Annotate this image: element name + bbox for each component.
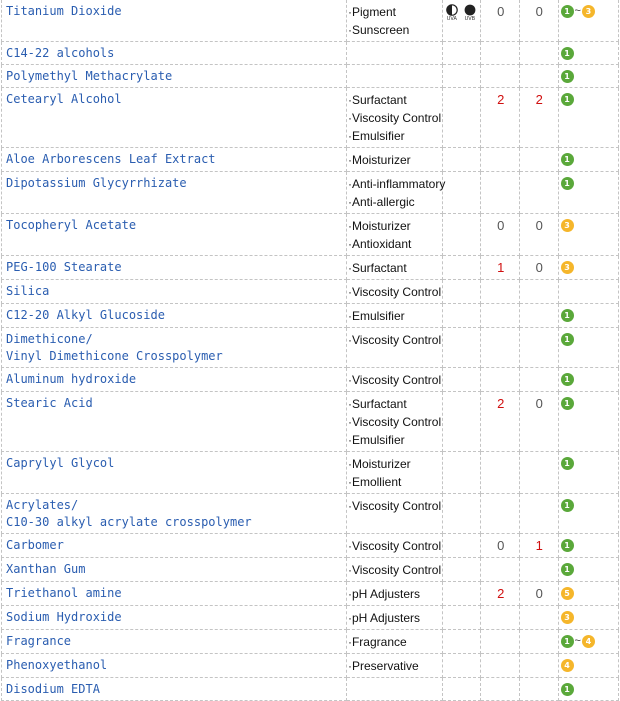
ingredient-name-link[interactable]: Titanium Dioxide — [6, 4, 122, 18]
table-row — [2, 280, 619, 304]
ingredient-name-link[interactable]: Disodium EDTA — [6, 682, 100, 696]
irritation-score-cell — [481, 368, 520, 392]
acne-score-cell — [519, 280, 558, 304]
ewg-grade-badge: 1 — [561, 47, 574, 60]
function-label: · Viscosity Control — [348, 561, 441, 579]
ingredient-name-cell — [2, 214, 347, 256]
ingredient-name-link[interactable]: Tocopheryl Acetate — [6, 218, 137, 232]
table-row — [2, 328, 619, 368]
irritation-score-cell — [481, 654, 520, 678]
irritation-score-cell — [481, 304, 520, 328]
function-label: · Anti-allergic — [348, 193, 441, 211]
table-row — [2, 42, 619, 65]
ewg-grade-cell — [558, 65, 618, 88]
function-label: · Surfactant — [348, 91, 441, 109]
ingredient-functions-cell — [346, 42, 442, 65]
uv-protection-cell — [442, 452, 481, 494]
ingredient-name-link[interactable]: Triethanol amine — [6, 586, 122, 600]
ewg-grade-cell — [558, 256, 618, 280]
ingredient-name-link[interactable]: Silica — [6, 284, 50, 298]
ingredient-functions-cell — [346, 148, 442, 172]
ewg-grade-cell — [558, 368, 618, 392]
ewg-grade-badge: 1 — [561, 563, 574, 576]
uvb-full-circle-icon — [463, 4, 477, 22]
ingredient-name-cell — [2, 392, 347, 452]
ingredient-name-cell — [2, 558, 347, 582]
irritation-score-cell: 0 — [481, 214, 520, 256]
uv-protection-cell — [442, 0, 481, 42]
ingredient-name-cell — [2, 256, 347, 280]
irritation-score-cell — [481, 328, 520, 368]
uv-protection-cell — [442, 172, 481, 214]
uva-label: UVA — [446, 16, 457, 22]
function-label: · Preservative — [348, 657, 441, 675]
uv-protection-cell — [442, 256, 481, 280]
ingredient-functions-cell — [346, 392, 442, 452]
function-label: · pH Adjusters — [348, 585, 441, 603]
function-label: · Viscosity Control — [348, 497, 441, 515]
ingredient-name-cell — [2, 65, 347, 88]
ingredient-name-cell — [2, 88, 347, 148]
ingredient-functions-cell — [346, 214, 442, 256]
function-label: · Emollient — [348, 473, 441, 491]
ewg-grade-badge: 1 — [561, 635, 574, 648]
ewg-grade-badge: 1 — [561, 539, 574, 552]
ewg-grade-badge: 1 — [561, 333, 574, 346]
uv-protection-cell — [442, 280, 481, 304]
acne-score-cell — [519, 558, 558, 582]
table-row — [2, 65, 619, 88]
ingredient-name-cell — [2, 280, 347, 304]
table-row — [2, 452, 619, 494]
irritation-score-cell — [481, 606, 520, 630]
ewg-grade-cell — [558, 0, 618, 42]
irritation-score-cell — [481, 494, 520, 534]
function-label: · Anti-inflammatory — [348, 175, 441, 193]
function-label: · Viscosity Control — [348, 331, 441, 349]
irritation-score-cell: 2 — [481, 88, 520, 148]
table-row — [2, 606, 619, 630]
ewg-grade-badge: 3 — [561, 219, 574, 232]
ingredient-name-link[interactable]: Caprylyl Glycol — [6, 456, 115, 470]
ingredient-name-cell — [2, 606, 347, 630]
function-label: · Moisturizer — [348, 151, 441, 169]
acne-score-cell: 0 — [519, 256, 558, 280]
uv-protection-cell — [442, 392, 481, 452]
ewg-grade-badge: 1 — [561, 457, 574, 470]
ingredient-functions-cell — [346, 328, 442, 368]
ingredient-table-body — [2, 0, 619, 701]
ingredient-table — [1, 0, 619, 701]
acne-score-cell: 0 — [519, 582, 558, 606]
ewg-grade-badge: 1 — [561, 153, 574, 166]
ewg-grade-badge: 1 — [561, 70, 574, 83]
ingredient-functions-cell — [346, 452, 442, 494]
uv-protection-cell — [442, 42, 481, 65]
ingredient-name-cell — [2, 654, 347, 678]
acne-score-cell: 2 — [519, 88, 558, 148]
table-row — [2, 494, 619, 534]
irritation-score-cell — [481, 452, 520, 494]
uv-protection-cell — [442, 304, 481, 328]
acne-score-cell: 1 — [519, 534, 558, 558]
acne-score-cell — [519, 172, 558, 214]
grade-range-tilde: ~ — [574, 5, 581, 17]
ewg-grade-badge: 1 — [561, 177, 574, 190]
ingredient-name-link[interactable]: Carbomer — [6, 538, 64, 552]
table-row — [2, 172, 619, 214]
ingredient-functions-cell — [346, 304, 442, 328]
ewg-grade-badge: 1 — [561, 93, 574, 106]
table-row — [2, 304, 619, 328]
ingredient-name-cell — [2, 534, 347, 558]
ewg-grade-badge: 1 — [561, 5, 574, 18]
acne-score-cell — [519, 452, 558, 494]
uv-protection-cell — [442, 630, 481, 654]
ingredient-name-cell — [2, 172, 347, 214]
ingredient-functions-cell — [346, 0, 442, 42]
uv-protection-cell — [442, 582, 481, 606]
ingredient-name-link[interactable]: Dipotassium Glycyrrhizate — [6, 176, 187, 190]
ingredient-name-link[interactable]: Aluminum hydroxide — [6, 372, 137, 386]
ingredient-functions-cell — [346, 534, 442, 558]
acne-score-cell — [519, 328, 558, 368]
ingredient-name-link[interactable]: Fragrance — [6, 634, 72, 648]
function-label: · Surfactant — [348, 259, 441, 277]
ingredient-name-link[interactable]: Cetearyl Alcohol — [6, 92, 122, 106]
function-label: · Emulsifier — [348, 127, 441, 145]
irritation-score-cell: 2 — [481, 392, 520, 452]
ewg-grade-badge: 1 — [561, 397, 574, 410]
uvb-label: UVB — [464, 16, 476, 22]
uv-icons — [445, 4, 479, 22]
acne-score-cell — [519, 148, 558, 172]
ewg-grade-cell — [558, 304, 618, 328]
function-label: · Viscosity Control — [348, 371, 441, 389]
ingredient-name-link-continued[interactable]: Vinyl Dimethicone Crosspolymer — [6, 349, 223, 363]
uv-protection-cell — [442, 654, 481, 678]
ingredient-name-link[interactable]: C12-20 Alkyl Glucoside — [6, 308, 165, 322]
irritation-score-cell — [481, 630, 520, 654]
function-label: · Antioxidant — [348, 235, 441, 253]
ewg-grade-badge: 4 — [582, 635, 595, 648]
uva-half-circle-icon — [445, 4, 459, 22]
function-label: · Moisturizer — [348, 217, 441, 235]
ewg-grade-badge: 1 — [561, 373, 574, 386]
acne-score-cell: 0 — [519, 0, 558, 42]
function-label: · Viscosity Control — [348, 283, 441, 301]
ewg-grade-cell — [558, 452, 618, 494]
ingredient-name-link-continued[interactable]: C10-30 alkyl acrylate crosspolymer — [6, 515, 252, 529]
grade-range-tilde: ~ — [574, 635, 581, 647]
acne-score-cell — [519, 65, 558, 88]
ingredient-name-link[interactable]: Aloe Arborescens Leaf Extract — [6, 152, 216, 166]
ingredient-name-link[interactable]: Dimethicone/ — [6, 332, 93, 346]
ingredient-functions-cell — [346, 368, 442, 392]
table-row — [2, 88, 619, 148]
table-row — [2, 582, 619, 606]
table-row — [2, 654, 619, 678]
function-label: · Surfactant — [348, 395, 441, 413]
uv-protection-cell — [442, 558, 481, 582]
ewg-grade-cell — [558, 88, 618, 148]
ingredient-functions-cell — [346, 558, 442, 582]
ewg-grade-badge: 5 — [561, 587, 574, 600]
function-label: · pH Adjusters — [348, 609, 441, 627]
ingredient-name-link[interactable]: Sodium Hydroxide — [6, 610, 122, 624]
irritation-score-cell — [481, 558, 520, 582]
ingredient-name-link[interactable]: C14-22 alcohols — [6, 46, 115, 60]
ewg-grade-cell — [558, 148, 618, 172]
ingredient-functions-cell — [346, 280, 442, 304]
ingredient-name-cell — [2, 582, 347, 606]
function-label: · Viscosity Control — [348, 537, 441, 555]
irritation-score-cell — [481, 148, 520, 172]
function-label: · Emulsifier — [348, 307, 441, 325]
uv-protection-cell — [442, 65, 481, 88]
ewg-grade-cell — [558, 280, 618, 304]
uv-protection-cell — [442, 214, 481, 256]
ingredient-name-cell — [2, 494, 347, 534]
uv-protection-cell — [442, 606, 481, 630]
ingredient-name-cell — [2, 304, 347, 328]
function-label: · Fragrance — [348, 633, 441, 651]
ewg-grade-cell — [558, 214, 618, 256]
ingredient-functions-cell — [346, 654, 442, 678]
ingredient-name-cell — [2, 630, 347, 654]
ingredient-functions-cell — [346, 494, 442, 534]
function-label: · Viscosity Control — [348, 413, 441, 431]
ingredient-name-link[interactable]: Xanthan Gum — [6, 562, 86, 576]
function-label: · Sunscreen — [348, 21, 441, 39]
ewg-grade-cell — [558, 494, 618, 534]
ingredient-functions-cell — [346, 256, 442, 280]
ewg-grade-cell — [558, 630, 618, 654]
ingredient-name-link[interactable]: Acrylates/ — [6, 498, 79, 512]
ingredient-name-cell — [2, 148, 347, 172]
acne-score-cell: 0 — [519, 214, 558, 256]
irritation-score-cell — [481, 65, 520, 88]
ingredient-name-cell — [2, 328, 347, 368]
acne-score-cell — [519, 42, 558, 65]
ingredient-functions-cell — [346, 88, 442, 148]
ewg-grade-cell — [558, 534, 618, 558]
function-label: · Moisturizer — [348, 455, 441, 473]
ingredient-functions-cell — [346, 172, 446, 214]
ingredient-name-cell — [2, 42, 347, 65]
ewg-grade-badge: 1 — [561, 499, 574, 512]
ingredient-functions-cell — [346, 606, 442, 630]
ewg-grade-badge: 1 — [561, 309, 574, 322]
acne-score-cell — [519, 606, 558, 630]
irritation-score-cell — [481, 280, 520, 304]
table-row — [2, 256, 619, 280]
ewg-grade-cell — [558, 42, 618, 65]
ewg-grade-badge: 3 — [561, 261, 574, 274]
ingredient-name-link[interactable]: Phenoxyethanol — [6, 658, 108, 672]
function-label: · Viscosity Control — [348, 109, 441, 127]
function-label: · Pigment — [348, 3, 441, 21]
acne-score-cell — [519, 630, 558, 654]
uv-protection-cell — [442, 494, 481, 534]
ewg-grade-badge: 1 — [561, 683, 574, 696]
ewg-grade-cell — [558, 328, 618, 368]
ewg-grade-cell — [558, 606, 618, 630]
ingredient-name-cell — [2, 368, 347, 392]
ingredient-name-cell — [2, 452, 347, 494]
ewg-grade-cell — [558, 558, 618, 582]
table-row — [2, 214, 619, 256]
function-label: · Emulsifier — [348, 431, 441, 449]
ewg-grade-badge: 4 — [561, 659, 574, 672]
ewg-grade-cell — [558, 654, 618, 678]
ingredient-name-cell — [2, 0, 347, 42]
table-row — [2, 392, 619, 452]
acne-score-cell — [519, 654, 558, 678]
irritation-score-cell — [481, 42, 520, 65]
ewg-grade-badge: 3 — [582, 5, 595, 18]
uv-protection-cell — [442, 534, 481, 558]
ewg-grade-cell — [558, 392, 618, 452]
ingredient-functions-cell — [346, 582, 442, 606]
ingredient-name-link[interactable]: Polymethyl Methacrylate — [6, 69, 173, 83]
uv-protection-cell — [442, 88, 481, 148]
uv-protection-cell — [442, 328, 481, 368]
irritation-score-cell: 2 — [481, 582, 520, 606]
acne-score-cell: 0 — [519, 392, 558, 452]
table-row — [2, 148, 619, 172]
irritation-score-cell: 0 — [481, 534, 520, 558]
table-row — [2, 368, 619, 392]
uv-protection-cell — [442, 148, 481, 172]
table-row — [2, 534, 619, 558]
uv-protection-cell — [442, 368, 481, 392]
table-row — [2, 558, 619, 582]
acne-score-cell — [519, 494, 558, 534]
ewg-grade-badge: 3 — [561, 611, 574, 624]
table-row — [2, 0, 619, 42]
ingredient-name-link[interactable]: PEG-100 Stearate — [6, 260, 122, 274]
ewg-grade-cell — [558, 172, 618, 214]
irritation-score-cell — [481, 172, 520, 214]
acne-score-cell — [519, 304, 558, 328]
ingredient-functions-cell — [346, 65, 442, 88]
acne-score-cell — [519, 368, 558, 392]
ewg-grade-cell — [558, 582, 618, 606]
irritation-score-cell: 1 — [481, 256, 520, 280]
ingredient-name-link[interactable]: Stearic Acid — [6, 396, 93, 410]
irritation-score-cell: 0 — [481, 0, 520, 42]
table-row — [2, 630, 619, 654]
ingredient-functions-cell — [346, 630, 442, 654]
